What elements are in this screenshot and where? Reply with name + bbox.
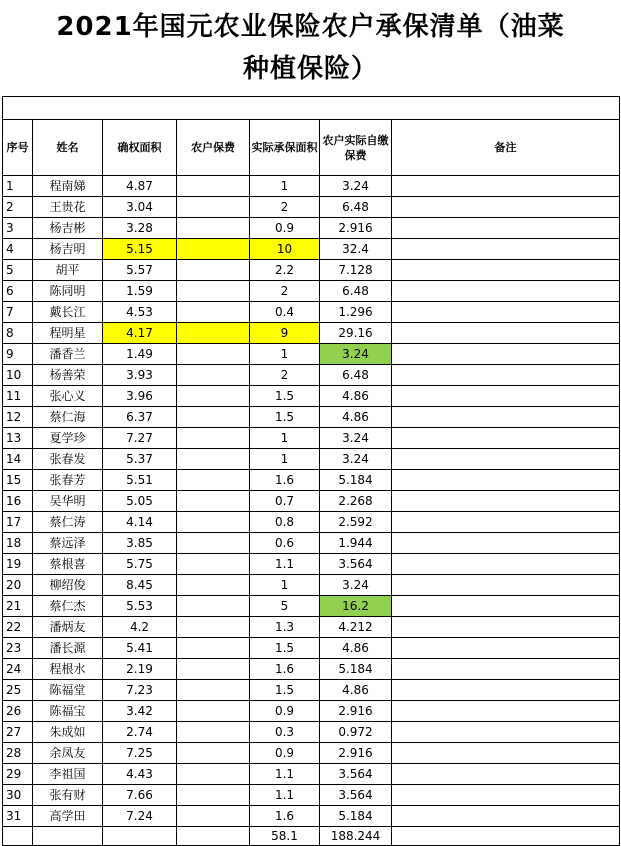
cell-fee[interactable] (177, 554, 250, 575)
cell-no[interactable]: 24 (3, 659, 33, 680)
cell-insured-area[interactable]: 1.5 (250, 386, 320, 407)
cell-paid-fee[interactable]: 5.184 (320, 470, 392, 491)
cell-paid-fee[interactable]: 5.184 (320, 659, 392, 680)
cell-paid-fee[interactable]: 4.86 (320, 638, 392, 659)
cell-name[interactable]: 柳绍俊 (33, 575, 103, 596)
cell-no[interactable]: 23 (3, 638, 33, 659)
cell-insured-area[interactable]: 0.9 (250, 701, 320, 722)
cell-note[interactable] (392, 596, 620, 617)
cell-insured-area[interactable]: 0.4 (250, 302, 320, 323)
table-row (3, 197, 620, 218)
cell-note[interactable] (392, 428, 620, 449)
cell-note[interactable] (392, 449, 620, 470)
cell-paid-fee[interactable]: 3.24 (320, 575, 392, 596)
cell-name[interactable]: 程南娣 (33, 176, 103, 197)
cell-insured-area[interactable]: 1 (250, 575, 320, 596)
cell-paid-fee[interactable]: 3.24 (320, 428, 392, 449)
cell-paid-fee[interactable]: 1.944 (320, 533, 392, 554)
cell-insured-area[interactable]: 10 (250, 239, 320, 260)
cell-note[interactable] (392, 785, 620, 806)
cell-no[interactable]: 19 (3, 554, 33, 575)
cell-area[interactable]: 5.41 (103, 638, 177, 659)
cell-name[interactable]: 程明星 (33, 323, 103, 344)
cell-area[interactable]: 4.87 (103, 176, 177, 197)
cell-no[interactable]: 8 (3, 323, 33, 344)
cell-name[interactable]: 蔡根喜 (33, 554, 103, 575)
cell-paid-fee[interactable]: 2.592 (320, 512, 392, 533)
cell-name[interactable]: 李祖国 (33, 764, 103, 785)
cell-name[interactable]: 杨吉彬 (33, 218, 103, 239)
cell-name[interactable]: 张春芳 (33, 470, 103, 491)
cell-fee[interactable] (177, 260, 250, 281)
cell-name[interactable]: 潘炳友 (33, 617, 103, 638)
header-fee[interactable]: 农户保费 (177, 120, 250, 176)
table-row (3, 512, 620, 533)
cell-fee[interactable] (177, 470, 250, 491)
table-row (3, 344, 620, 365)
cell-paid-fee[interactable]: 32.4 (320, 239, 392, 260)
cell-insured-area[interactable]: 1.5 (250, 680, 320, 701)
cell-paid-fee[interactable]: 5.184 (320, 806, 392, 827)
cell-insured-area[interactable]: 1.6 (250, 659, 320, 680)
cell-paid-fee[interactable]: 4.86 (320, 386, 392, 407)
cell-no[interactable]: 29 (3, 764, 33, 785)
cell-fee[interactable] (177, 386, 250, 407)
cell-no[interactable]: 31 (3, 806, 33, 827)
cell-area[interactable]: 3.93 (103, 365, 177, 386)
cell-fee[interactable] (177, 323, 250, 344)
cell-no[interactable]: 7 (3, 302, 33, 323)
header-row (3, 120, 620, 176)
cell-fee[interactable] (177, 197, 250, 218)
cell-fee[interactable] (177, 512, 250, 533)
cell-insured-area[interactable]: 5 (250, 596, 320, 617)
cell-paid-fee[interactable]: 1.296 (320, 302, 392, 323)
cell-fee[interactable] (177, 743, 250, 764)
cell-name[interactable]: 蔡远泽 (33, 533, 103, 554)
cell-fee[interactable] (177, 659, 250, 680)
cell-paid-fee[interactable]: 4.86 (320, 680, 392, 701)
table-row (3, 638, 620, 659)
table-row (3, 239, 620, 260)
cell-fee[interactable] (177, 344, 250, 365)
cell-note[interactable] (392, 575, 620, 596)
cell-name[interactable]: 张春发 (33, 449, 103, 470)
table-row (3, 680, 620, 701)
table-row (3, 449, 620, 470)
table-row (3, 617, 620, 638)
cell-area[interactable]: 2.74 (103, 722, 177, 743)
table-row (3, 386, 620, 407)
page-title (0, 0, 621, 96)
cell-insured-area[interactable]: 2 (250, 281, 320, 302)
cell-note[interactable] (392, 239, 620, 260)
cell-note[interactable] (392, 260, 620, 281)
total-empty-cell[interactable] (33, 827, 103, 846)
cell-no[interactable]: 9 (3, 344, 33, 365)
cell-no[interactable]: 17 (3, 512, 33, 533)
cell-insured-area[interactable]: 1 (250, 344, 320, 365)
cell-name[interactable]: 王贵花 (33, 197, 103, 218)
table-row (3, 302, 620, 323)
cell-note[interactable] (392, 344, 620, 365)
cell-no[interactable]: 22 (3, 617, 33, 638)
cell-no[interactable]: 1 (3, 176, 33, 197)
cell-name[interactable]: 高学田 (33, 806, 103, 827)
cell-name[interactable]: 杨善荣 (33, 365, 103, 386)
cell-area[interactable]: 1.59 (103, 281, 177, 302)
blank-row (3, 97, 620, 120)
cell-area[interactable]: 4.43 (103, 764, 177, 785)
table-row (3, 491, 620, 512)
cell-insured-area[interactable]: 1.6 (250, 470, 320, 491)
cell-name[interactable]: 夏学珍 (33, 428, 103, 449)
table-row (3, 575, 620, 596)
table-row (3, 260, 620, 281)
title-line-2: 种植保险） (242, 54, 378, 84)
cell-note[interactable] (392, 701, 620, 722)
table-row (3, 785, 620, 806)
cell-fee[interactable] (177, 806, 250, 827)
cell-no[interactable]: 2 (3, 197, 33, 218)
cell-area[interactable]: 3.85 (103, 533, 177, 554)
cell-name[interactable]: 陈福堂 (33, 680, 103, 701)
cell-note[interactable] (392, 806, 620, 827)
header-paid-fee[interactable]: 农户实际自缴保费 (320, 120, 392, 176)
table-row (3, 806, 620, 827)
table-row (3, 470, 620, 491)
total-paid-fee[interactable]: 188.244 (320, 827, 392, 846)
cell-paid-fee[interactable]: 7.128 (320, 260, 392, 281)
cell-area[interactable]: 3.96 (103, 386, 177, 407)
cell-area[interactable]: 3.42 (103, 701, 177, 722)
cell-no[interactable]: 20 (3, 575, 33, 596)
cell-name[interactable]: 杨吉明 (33, 239, 103, 260)
cell-name[interactable]: 蔡仁涛 (33, 512, 103, 533)
cell-note[interactable] (392, 491, 620, 512)
table-row (3, 281, 620, 302)
table-row (3, 743, 620, 764)
cell-area[interactable]: 3.28 (103, 218, 177, 239)
cell-paid-fee[interactable]: 3.24 (320, 176, 392, 197)
table-row (3, 407, 620, 428)
table-row (3, 218, 620, 239)
cell-no[interactable]: 18 (3, 533, 33, 554)
cell-fee[interactable] (177, 638, 250, 659)
cell-no[interactable]: 10 (3, 365, 33, 386)
cell-fee[interactable] (177, 491, 250, 512)
cell-note[interactable] (392, 197, 620, 218)
insurance-table (2, 96, 620, 846)
total-insured-area[interactable]: 58.1 (250, 827, 320, 846)
cell-name[interactable]: 潘长源 (33, 638, 103, 659)
cell-name[interactable]: 陈福宝 (33, 701, 103, 722)
cell-area[interactable]: 2.19 (103, 659, 177, 680)
cell-name[interactable]: 胡平 (33, 260, 103, 281)
cell-no[interactable]: 11 (3, 386, 33, 407)
cell-fee[interactable] (177, 365, 250, 386)
cell-note[interactable] (392, 533, 620, 554)
cell-area[interactable]: 4.53 (103, 302, 177, 323)
cell-no[interactable]: 25 (3, 680, 33, 701)
cell-area[interactable]: 1.49 (103, 344, 177, 365)
cell-fee[interactable] (177, 533, 250, 554)
cell-name[interactable]: 张心义 (33, 386, 103, 407)
cell-name[interactable]: 程根水 (33, 659, 103, 680)
table-row (3, 554, 620, 575)
cell-paid-fee[interactable]: 6.48 (320, 197, 392, 218)
cell-no[interactable]: 15 (3, 470, 33, 491)
cell-paid-fee[interactable]: 3.24 (320, 344, 392, 365)
table-row (3, 323, 620, 344)
cell-paid-fee[interactable]: 6.48 (320, 365, 392, 386)
cell-paid-fee[interactable]: 16.2 (320, 596, 392, 617)
cell-area[interactable]: 7.24 (103, 806, 177, 827)
cell-insured-area[interactable]: 0.8 (250, 512, 320, 533)
cell-insured-area[interactable]: 1.1 (250, 785, 320, 806)
cell-area[interactable]: 4.17 (103, 323, 177, 344)
cell-fee[interactable] (177, 701, 250, 722)
cell-fee[interactable] (177, 617, 250, 638)
cell-no[interactable]: 21 (3, 596, 33, 617)
total-empty-cell[interactable] (177, 827, 250, 846)
cell-note[interactable] (392, 281, 620, 302)
cell-area[interactable]: 5.51 (103, 470, 177, 491)
header-insured-area[interactable]: 实际承保面积 (250, 120, 320, 176)
cell-no[interactable]: 3 (3, 218, 33, 239)
cell-no[interactable]: 26 (3, 701, 33, 722)
cell-name[interactable]: 蔡仁杰 (33, 596, 103, 617)
cell-name[interactable]: 张有财 (33, 785, 103, 806)
cell-insured-area[interactable]: 1.5 (250, 638, 320, 659)
cell-paid-fee[interactable]: 2.268 (320, 491, 392, 512)
cell-insured-area[interactable]: 0.9 (250, 743, 320, 764)
cell-insured-area[interactable]: 2 (250, 365, 320, 386)
cell-area[interactable]: 5.05 (103, 491, 177, 512)
cell-insured-area[interactable]: 1 (250, 176, 320, 197)
table-row (3, 176, 620, 197)
cell-fee[interactable] (177, 680, 250, 701)
table-row (3, 596, 620, 617)
cell-area[interactable]: 7.66 (103, 785, 177, 806)
cell-insured-area[interactable]: 2.2 (250, 260, 320, 281)
cell-paid-fee[interactable]: 4.86 (320, 407, 392, 428)
cell-note[interactable] (392, 407, 620, 428)
cell-fee[interactable] (177, 407, 250, 428)
cell-no[interactable]: 28 (3, 743, 33, 764)
cell-note[interactable] (392, 512, 620, 533)
header-no[interactable]: 序号 (3, 120, 33, 176)
cell-name[interactable]: 朱成如 (33, 722, 103, 743)
cell-no[interactable]: 30 (3, 785, 33, 806)
table-row (3, 428, 620, 449)
cell-area[interactable]: 8.45 (103, 575, 177, 596)
cell-no[interactable]: 16 (3, 491, 33, 512)
cell-area[interactable]: 3.04 (103, 197, 177, 218)
cell-insured-area[interactable]: 2 (250, 197, 320, 218)
cell-paid-fee[interactable]: 0.972 (320, 722, 392, 743)
cell-note[interactable] (392, 323, 620, 344)
cell-fee[interactable] (177, 218, 250, 239)
cell-insured-area[interactable]: 1.5 (250, 407, 320, 428)
title-line-1: 2021年国元农业保险农户承保清单（油菜 (56, 12, 565, 42)
cell-no[interactable]: 27 (3, 722, 33, 743)
cell-fee[interactable] (177, 176, 250, 197)
table-row (3, 764, 620, 785)
cell-insured-area[interactable]: 0.6 (250, 533, 320, 554)
cell-insured-area[interactable]: 1 (250, 428, 320, 449)
cell-fee[interactable] (177, 428, 250, 449)
cell-fee[interactable] (177, 449, 250, 470)
cell-insured-area[interactable]: 9 (250, 323, 320, 344)
cell-note[interactable] (392, 554, 620, 575)
cell-no[interactable]: 4 (3, 239, 33, 260)
cell-name[interactable]: 吴华明 (33, 491, 103, 512)
cell-area[interactable]: 5.75 (103, 554, 177, 575)
cell-area[interactable]: 5.15 (103, 239, 177, 260)
cell-paid-fee[interactable]: 3.24 (320, 449, 392, 470)
cell-paid-fee[interactable]: 2.916 (320, 218, 392, 239)
cell-name[interactable]: 余凤友 (33, 743, 103, 764)
cell-insured-area[interactable]: 1.1 (250, 554, 320, 575)
cell-name[interactable]: 陈同明 (33, 281, 103, 302)
cell-note[interactable] (392, 470, 620, 491)
cell-fee[interactable] (177, 596, 250, 617)
cell-area[interactable]: 5.53 (103, 596, 177, 617)
cell-note[interactable] (392, 302, 620, 323)
cell-insured-area[interactable]: 0.7 (250, 491, 320, 512)
cell-insured-area[interactable]: 0.9 (250, 218, 320, 239)
cell-fee[interactable] (177, 764, 250, 785)
cell-paid-fee[interactable]: 3.564 (320, 764, 392, 785)
cell-paid-fee[interactable]: 3.564 (320, 554, 392, 575)
cell-name[interactable]: 戴长江 (33, 302, 103, 323)
header-note[interactable]: 备注 (392, 120, 620, 176)
cell-note[interactable] (392, 365, 620, 386)
cell-fee[interactable] (177, 302, 250, 323)
cell-area[interactable]: 5.37 (103, 449, 177, 470)
cell-no[interactable]: 12 (3, 407, 33, 428)
cell-note[interactable] (392, 386, 620, 407)
header-name[interactable]: 姓名 (33, 120, 103, 176)
cell-note[interactable] (392, 764, 620, 785)
cell-name[interactable]: 蔡仁海 (33, 407, 103, 428)
cell-fee[interactable] (177, 722, 250, 743)
table-row (3, 659, 620, 680)
cell-fee[interactable] (177, 575, 250, 596)
cell-paid-fee[interactable]: 4.212 (320, 617, 392, 638)
table-row (3, 365, 620, 386)
cell-area[interactable]: 4.14 (103, 512, 177, 533)
cell-paid-fee[interactable]: 2.916 (320, 701, 392, 722)
cell-insured-area[interactable]: 1.6 (250, 806, 320, 827)
cell-note[interactable] (392, 680, 620, 701)
cell-insured-area[interactable]: 1.3 (250, 617, 320, 638)
cell-paid-fee[interactable]: 3.564 (320, 785, 392, 806)
table-body (3, 97, 620, 846)
cell-area[interactable]: 4.2 (103, 617, 177, 638)
cell-fee[interactable] (177, 239, 250, 260)
cell-note[interactable] (392, 743, 620, 764)
cell-note[interactable] (392, 617, 620, 638)
cell-area[interactable]: 6.37 (103, 407, 177, 428)
cell-note[interactable] (392, 638, 620, 659)
table-row (3, 533, 620, 554)
cell-note[interactable] (392, 218, 620, 239)
cell-area[interactable]: 7.27 (103, 428, 177, 449)
total-empty-cell[interactable] (392, 827, 620, 846)
cell-paid-fee[interactable]: 29.16 (320, 323, 392, 344)
cell-paid-fee[interactable]: 6.48 (320, 281, 392, 302)
cell-area[interactable]: 5.57 (103, 260, 177, 281)
cell-insured-area[interactable]: 0.3 (250, 722, 320, 743)
total-row (3, 827, 620, 846)
cell-note[interactable] (392, 176, 620, 197)
cell-note[interactable] (392, 659, 620, 680)
cell-area[interactable]: 7.23 (103, 680, 177, 701)
cell-fee[interactable] (177, 281, 250, 302)
table-row (3, 701, 620, 722)
cell-insured-area[interactable]: 1 (250, 449, 320, 470)
cell-name[interactable]: 潘香兰 (33, 344, 103, 365)
header-area[interactable]: 确权面积 (103, 120, 177, 176)
cell-fee[interactable] (177, 785, 250, 806)
cell-no[interactable]: 14 (3, 449, 33, 470)
total-empty-cell[interactable] (3, 827, 33, 846)
cell-no[interactable]: 6 (3, 281, 33, 302)
table-row (3, 722, 620, 743)
cell-no[interactable]: 13 (3, 428, 33, 449)
cell-area[interactable]: 7.25 (103, 743, 177, 764)
cell-paid-fee[interactable]: 2.916 (320, 743, 392, 764)
cell-note[interactable] (392, 722, 620, 743)
cell-no[interactable]: 5 (3, 260, 33, 281)
total-empty-cell[interactable] (103, 827, 177, 846)
blank-cell[interactable] (3, 97, 620, 120)
cell-insured-area[interactable]: 1.1 (250, 764, 320, 785)
